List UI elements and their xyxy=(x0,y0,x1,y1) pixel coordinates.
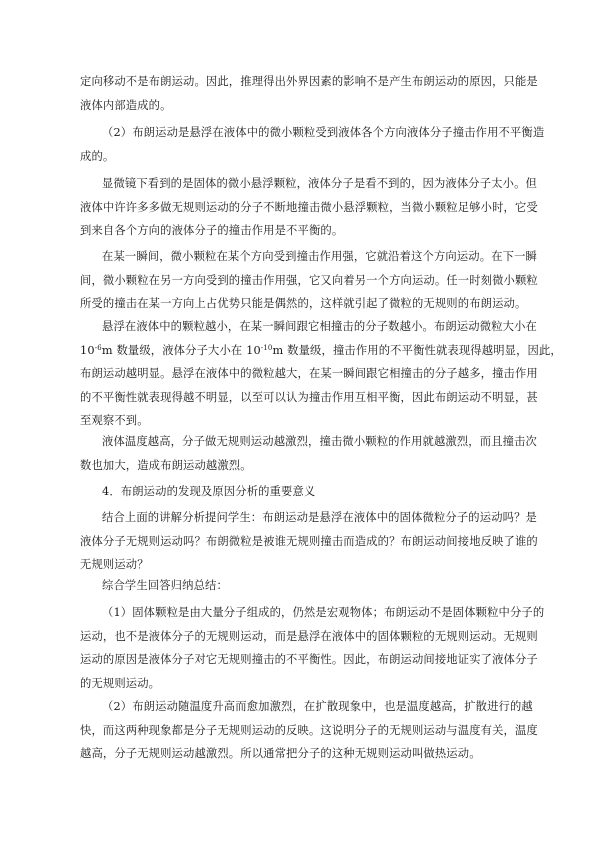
text-line: 综合学生回答归纳总结： xyxy=(102,579,228,592)
text-line: 悬浮在液体中的颗粒越小，在某一瞬间跟它相撞击的分子数越小。布朗运动微粒大小在 xyxy=(102,320,537,333)
paragraph-microscope xyxy=(80,172,538,243)
text-line: 在某一瞬间，微小颗粒在某个方向受到撞击作用强，它就沿着这个方向运动。在下一瞬 xyxy=(102,250,537,263)
text-line: （2）布朗运动随温度升高而愈加激烈，在扩散现象中，也是温度越高，扩散进行的越 xyxy=(102,700,533,713)
paragraph-summary-intro xyxy=(80,574,530,598)
text-line: （2）布朗运动是悬浮在液体中的微小颗粒受到液体各个方向液体分子撞击作用不平衡造 xyxy=(102,126,545,139)
paragraph-continued xyxy=(80,70,538,117)
text-line: 的无规则运动。 xyxy=(80,676,161,690)
text-line: 间，微小颗粒在另一方向受到的撞击作用强，它又向着另一个方向运动。任一时刻微小颗粒 xyxy=(80,273,538,287)
text-line: 4．布朗运动的发现及原因分析的重要意义 xyxy=(102,485,316,498)
text-line: 快，而这两种现象都是分子无规则运动的反映。这说明分子的无规则运动与温度有关，温度 xyxy=(80,723,538,737)
text-line: 液体中许许多多做无规则运动的分子不断地撞击微小悬浮颗粒，当微小颗粒足够小时，它受 xyxy=(80,200,538,214)
text-line: 数也加大，造成布朗运动越激烈。 xyxy=(80,458,252,472)
paragraph-summary-1 xyxy=(80,601,545,695)
text-line: 无规则运动？ xyxy=(80,558,149,571)
text-line: 结合上面的讲解分析提问学生：布朗运动是悬浮在液体中的固体微粒分子的运动吗？是 xyxy=(102,511,537,524)
text-line: （1）固体颗粒是由大量分子组成的，仍然是宏观物体；布朗运动不是固体颗粒中分子的 xyxy=(102,606,545,619)
text-line: 显微镜下看到的是固体的微小悬浮颗粒，液体分子是看不到的，因为液体分子太小。但 xyxy=(102,177,537,190)
text-line: 到来自各个方向的液体分子的撞击作用是不平衡的。 xyxy=(80,224,344,237)
paragraph-questions xyxy=(80,506,538,577)
text-line: 越高，分子无规则运动越激烈。所以通常把分子的这种无规则运动叫做热运动。 xyxy=(80,747,481,760)
text-line: 运动，也不是液体分子的无规则运动，而是悬浮在液体中的固体颗粒的无规则运动。无规则 xyxy=(80,629,538,643)
text-line: 定向移动不是布朗运动。因此，推理得出外界因素的影响不是产生布朗运动的原因，只能是 xyxy=(80,75,538,88)
text-line: 至观察不到。 xyxy=(80,414,149,427)
paragraph-temperature xyxy=(80,430,537,477)
text-line: 液体内部造成的。 xyxy=(80,98,172,112)
text-line: 运动的原因是液体分子对它无规则撞击的不平衡性。因此，布朗运动间接地证实了液体分子 xyxy=(80,653,538,666)
text-line: 液体分子无规则运动吗？布朗微粒是被谁无规则撞击而造成的？布朗运动间接地反映了谁的 xyxy=(80,534,538,548)
text-line-with-exponents: $10^{-6}m$ 数量级，液体分子大小在 $10^{-10}m$ 数量级，撞击作用的不平衡性就表现得越明显，因此， xyxy=(80,343,562,357)
paragraph-summary-2 xyxy=(80,695,538,766)
paragraph-instant xyxy=(80,245,538,316)
text-line: 所受的撞击在某一方向上占优势只能是偶然的，这样就引起了微粒的无规则的布朗运动。 xyxy=(80,297,527,310)
text-line: 成的。 xyxy=(80,149,115,163)
exponent: -6 xyxy=(94,343,102,352)
section-heading xyxy=(80,480,530,504)
paragraph-particle-size xyxy=(80,315,562,433)
text-line: 液体温度越高，分子做无规则运动越激烈，撞击微小颗粒的作用就越激烈，而且撞击次 xyxy=(102,435,537,448)
paragraph-point-2 xyxy=(80,121,545,168)
text-line: 的不平衡性就表现得越不明显，以至可以认为撞击作用互相平衡，因此布朗运动不明显，甚 xyxy=(80,390,538,404)
exponent: -10 xyxy=(260,343,273,352)
text-line: 布朗运动越明显。悬浮在液体中的微粒越大，在某一瞬间跟它相撞击的分子越多，撞击作用 xyxy=(80,367,538,380)
